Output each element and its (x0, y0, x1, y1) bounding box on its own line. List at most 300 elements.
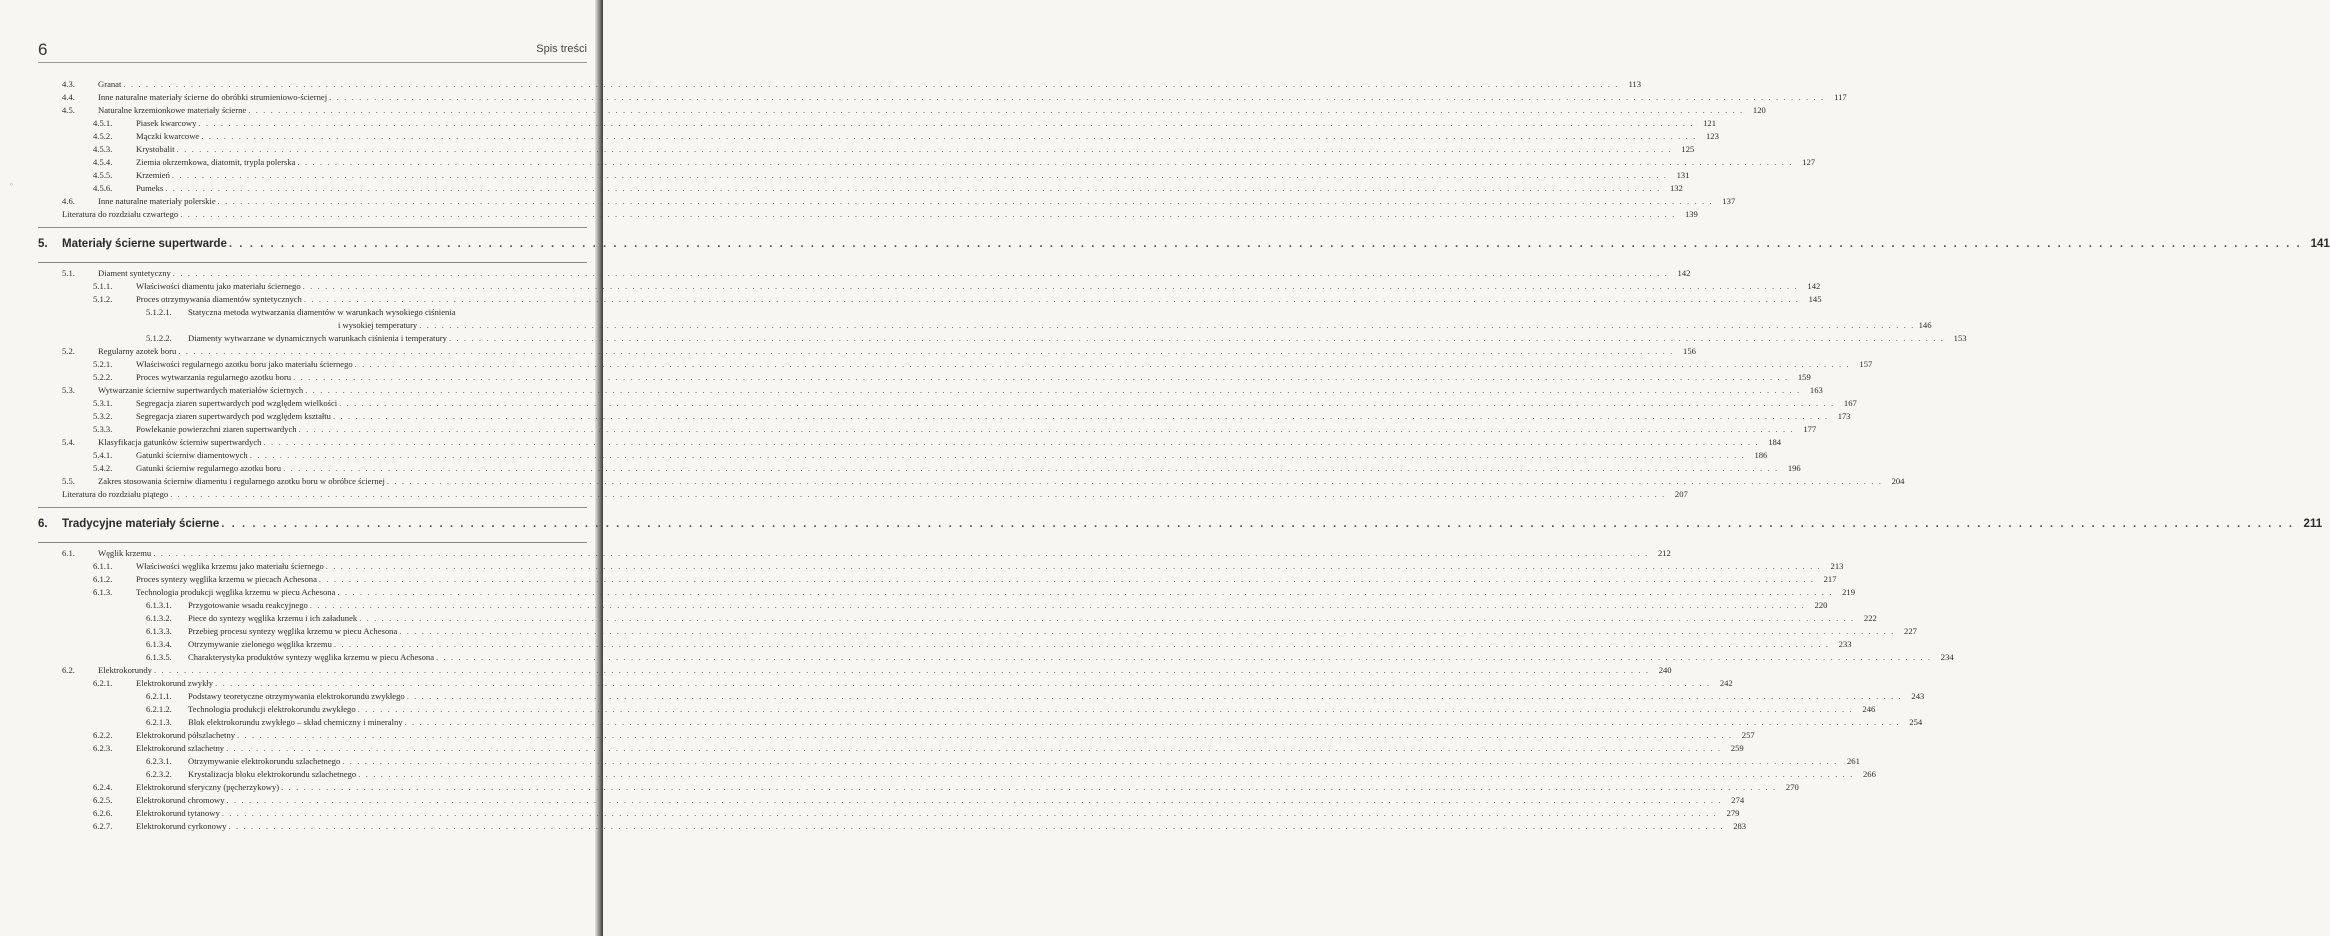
entry-leader (98, 547, 1671, 560)
entry-leader (98, 91, 1847, 104)
dot-leader: . . . . . . . . . . . . . . . . . . . . . . . . . . . . . . . . . . . . . . . . . . . . . . . . . . . . . . . . . . . . . . . . . . . . . . . . . . . . . . . . . . . . . . . . . . . . . . . . . . . . . . . . . . . . . . . . . . . . . . . . . . . . . . . . . . . . . . . . . . . . . . . . . . . . . . . . . . . . . . . . . . . . . . . . . . . . . . . . . . . . . . . . . . . . . . . . . . . . . . . . (170, 489, 1666, 499)
entry-title: Węglik krzemu (98, 548, 152, 558)
entry-leader (136, 156, 1816, 169)
entry-page-number: 153 (1953, 333, 1967, 343)
toc-entry (38, 169, 1690, 182)
entry-title: Elektrokorundy (98, 665, 152, 675)
dot-leader: . . . . . . . . . . . . . . . . . . . . . . . . . . . . . . . . . . . . . . . . . . . . . . . . . . . . . . . . . . . . . . . . . . . . . . . . . . . . . . . . . . . . . . . . . . . . . . . . . . . . . . . . . . . . . . . . . . . . . . . . . . . . . . . . . . . . . . . . . . . . . . . . . . . . . . . . . . . . . . . . . . . . . . . . . . . . . . . . . . . . . . . . . . . . . . . . . . . . . . . . (283, 463, 1779, 473)
toc-entry (38, 677, 1733, 690)
toc-entry (38, 293, 1822, 306)
entry-number: 5.2.1. (93, 359, 113, 369)
entry-number: 5.1.2. (93, 294, 113, 304)
entry-page-number: 233 (1838, 639, 1852, 649)
dot-leader: . . . . . . . . . . . . . . . . . . . . . . . . . . . . . . . . . . . . . . . . . . . . . . . . . . . . . . . . . . . . . . . . . . . . . . . . . . . . . . . . . . . . . . . . . . . . . . . . . . . . . . . . . . . . . . . . . . . . . . . . . . . . . . . . . . . . . . . . . . . . . . . . . . . . . . . . . . . . . . . . . . . . . . . . . . . . . . . . . . . . . . . . . . . . . . . . . . . . . . . . (358, 769, 1854, 779)
entry-leader (136, 781, 1799, 794)
toc-entry (38, 182, 1683, 195)
dot-leader: . . . . . . . . . . . . . . . . . . . . . . . . . . . . . . . . . . . . . . . . . . . . . . . . . . . . . . . . . . . . . . . . . . . . . . . . . . . . . . . . . . . . . . . . . . . . . . . . . . . . . . . . . . . . . . . . . . . . . . . . . . . . . . . . . . . . . . . . . . . . . . . . . . . . . . . . . . . . . . . . . . . . . . . . . . . . . . . . . . . . . . . . . . . . . . . . . . . . . . . . (337, 587, 1834, 597)
entry-page-number: 139 (1684, 209, 1698, 219)
entry-title: Podstawy teoretyczne otrzymywania elektrokorundu zwykłego (188, 691, 405, 701)
entry-number: 6.2.1.2. (146, 704, 172, 714)
toc-entry (38, 599, 1828, 612)
entry-title: Segregacja ziaren supertwardych pod względem wielkości (136, 398, 338, 408)
entry-title: Segregacja ziaren supertwardych pod względem kształtu (136, 411, 331, 421)
dot-leader: . . . . . . . . . . . . . . . . . . . . . . . . . . . . . . . . . . . . . . . . . . . . . . . . . . . . . . . . . . . . . . . . . . . . . . . . . . . . . . . . . . . . . . . . . . . . . . . . . . . . . . . . . . . . . . . . . . . . . . . . . . . . . . . . . . . . . . . . . . . . . . . . . . . . . . . . . . . . . . . . . . . . . . . . . . . . . . . . . . . . . . . . . . . . . . . . . . . . . . . . (263, 437, 1760, 447)
dot-leader: . . . . . . . . . . . . . . . . . . . . . . . . . . . . . . . . . . . . . . . . . . . . . . . . . . . . . . . . . . . . . . . . . . . . . . . . . . . . . . . . . . . . . . . . . . . . . . . . . . . . . . . . . . . . . . . . . . . . . . . . . . . . . . . . . . . . . . . . . . . . . . . . . . . . . . . . . . . . . . . . . . . . . . . . . . . . . . . . . . . . . . . . . . . . . . . . . . . . . . . . (332, 411, 1829, 421)
entry-title: Diament syntetyczny (98, 268, 171, 278)
entry-title: Inne naturalne materiały ścierne do obróbki strumieniowo-ściernej (98, 92, 328, 102)
entry-leader (136, 293, 1822, 306)
entry-page-number: 234 (1940, 652, 1954, 662)
toc-entry (38, 729, 1755, 742)
entry-leader (98, 267, 1691, 280)
entry-leader (188, 651, 1954, 664)
entry-page-number: 145 (1808, 294, 1822, 304)
entry-number: 4.5.6. (93, 183, 113, 193)
entry-title: Elektrokorund cyrkonowy (136, 821, 227, 831)
toc-entry (38, 820, 1747, 833)
entry-page-number: 243 (1911, 691, 1925, 701)
entry-number: 5.2.2. (93, 372, 113, 382)
dot-leader: . . . . . . . . . . . . . . . . . . . . . . . . . . . . . . . . . . . . . . . . . . . . . . . . . . . . . . . . . . . . . . . . . . . . . . . . . . . . . . . . . . . . . . . . . . . . . . . . . . . . . . . . . . . . . . . . . . . . . . . . . . . . . . . . . . . . . . . . . . . . . . . . . . . . . . . . . . . . . . . . . . . . . . . . . . . . . . . . . . . . . . . . . . . . . . . . . . . . . . . . (123, 79, 1620, 89)
entry-number: 4.5.3. (93, 144, 113, 154)
dot-leader: . . . . . . . . . . . . . . . . . . . . . . . . . . . . . . . . . . . . . . . . . . . . . . . . . . . . . . . . . . . . . . . . . . . . . . . . . . . . . . . . . . . . . . . . . . . . . . . . . . . . . . . . . . . . . . . . . . . . . . . . . . . . . . . . . . . . . . . . . . . . . . . . . . . . . . . . . . . . . . . . . . . . . . . . . . . . . . . . . . . . . . . . . . . . . . . . . . . . . . . . (359, 613, 1855, 623)
entry-number: 5.1.2.1. (146, 307, 172, 317)
entry-title-line2: i wysokiej temperatury (338, 320, 418, 330)
dot-leader: . . . . . . . . . . . . . . . . . . . . . . . . . . . . . . . . . . . . . . . . . . . . . . . . . . . . . . . . . . . . . . . . . . . . . . . . . . . . . . . . . . . . . . . . . . . . . . . . . . . . . . . . . . . . . . . . . . . . . . . . . . . . . . . . . . . . . . . . . . . . . . . . . . . . . . . . . . . . . . . . . . . . . . . . . . . . . . . . . . . . . . . . . . . . . . . . . . . . . . . . (226, 795, 1723, 805)
entry-page-number: 254 (1909, 717, 1923, 727)
entry-page-number: 142 (1807, 281, 1821, 291)
dot-leader: . . . . . . . . . . . . . . . . . . . . . . . . . . . . . . . . . . . . . . . . . . . . . . . . . . . . . . . . . . . . . . . . . . . . . . . . . . . . . . . . . . . . . . . . . . . . . . . . . . . . . . . . . . . . . . . . . . . . . . . . . . . . . . . . . . . . . . . . . . . . . . . . . . . . . . . . . . . . . . . . . . . . . . . . . . . . . . . . . . . . . . . . . . . . . . . . . . . . . . . . (176, 144, 1673, 154)
entry-number: 6.2. (62, 665, 75, 675)
toc-entry (38, 130, 1719, 143)
entry-page-number: 246 (1862, 704, 1876, 714)
toc-entry (38, 664, 1672, 677)
entry-title: Powlekanie powierzchni ziaren supertwardych (136, 424, 297, 434)
entry-title: Gatunki ścierniw regularnego azotku boru (136, 463, 282, 473)
entry-title: Elektrokorund zwykły (136, 678, 214, 688)
toc-entry (38, 195, 1736, 208)
entry-page-number: 242 (1719, 678, 1733, 688)
toc-entry (38, 143, 1695, 156)
entry-leader (136, 794, 1745, 807)
entry-leader (98, 104, 1766, 117)
dot-leader: . . . . . . . . . . . . . . . . . . . . . . . . . . . . . . . . . . . . . . . . . . . . . . . . . . . . . . . . . . . . . . . . . . . . . . . . . . . . . . . . . . . . . . . . . . . . . . . . . . . . . . . . . . . . . . . . . . . . . . . . . . . . . . . . . . . . . . . . . . . . . . . . . . . . . . . . . . . . . . . . . . . . . . . . . . . . . . . . . . . . . . . . . . . . . . . . . . . . . . . . (333, 639, 1830, 649)
entry-leader (136, 449, 1768, 462)
entry-leader (98, 664, 1672, 677)
dot-leader: . . . . . . . . . . . . . . . . . . . . . . . . . . . . . . . . . . . . . . . . . . . . . . . . . . . . . . . . . . . . . . . . . . . . . . . . . . . . . . . . . . . . . . . . . . . . . . . . . . . . . . . . . . . . . . . . . . . . . . . . . . . . . . . . . . . . . . . . . . . . . . . . . . . . . . . . . . . . . . . . . . . . . . . . . . . . . . . . . . . . . . . . . . . . . . . . . . . . . . . . (305, 385, 1801, 395)
toc-entry (38, 280, 1821, 293)
entry-title: Technologia produkcji węglika krzemu w piecu Achesona (136, 587, 336, 597)
dot-leader: . . . . . . . . . . . . . . . . . . . . . . . . . . . . . . . . . . . . . . . . . . . . . . . . . . . . . . . . . . . . . . . . . . . . . . . . . . . . . . . . . . . . . . . . . . . . . . . . . . . . . . . . . . . . . . . . . . . . . . . . . . . . . . . . . . . . . . . . . . . . . . . . . . . . . . . . . . . . . . . . . . . . . . . . . . . . . . . . . . . . . . . . . . . . . . . . . . . . . . . . (237, 730, 1733, 740)
dot-leader: . . . . . . . . . . . . . . . . . . . . . . . . . . . . . . . . . . . . . . . . . . . . . . . . . . . . . . . . . . . . . . . . . . . . . . . . . . . . . . . . . . . . . . . . . . . . . . . . . . . . . . . . . . . . . . . . . . . . . . . . . . . . . . . . . . . . . . . . . . . . . . . . . . . . . . . . . . . . . . . . . . . . . . . . . . . . . . . . . . . . . . . . . . . . . . . . . . . . . . . . (404, 717, 1901, 727)
dot-leader: . . . . . . . . . . . . . . . . . . . . . . . . . . . . . . . . . . . . . . . . . . . . . . . . . . . . . . . . . . . . . . . . . . . . . . . . . . . . . . . . . . . . . . . . . . . . . . . . . . . . . . . . . . . . . . . . . . . . . . . . . . . . . . . . . . . . . . . . . . . . . . . . . . . . . . . . . . . . . . . . . . . . . . . . . . . . . . . . . . . . . . . . . . . . . . . . . . . . . . . . (399, 626, 1895, 636)
toc-entry (38, 547, 1671, 560)
entry-title: Technologia produkcji elektrokorundu zwykłego (188, 704, 356, 714)
toc-entry (38, 78, 1642, 91)
toc-entry (38, 475, 1905, 488)
entry-leader (188, 599, 1828, 612)
entry-number: 4.5.5. (93, 170, 113, 180)
entry-title: Materiały ścierne supertwarde (62, 238, 227, 250)
entry-leader (136, 462, 1801, 475)
entry-number: 4.5. (62, 105, 75, 115)
entry-leader (98, 475, 1905, 488)
toc-entry (38, 117, 1717, 130)
entry-page-number: 204 (1891, 476, 1905, 486)
toc-entry (38, 742, 1744, 755)
entry-title: Pumeks (136, 183, 164, 193)
dot-leader: . . . . . . . . . . . . . . . . . . . . . . . . . . . . . . . . . . . . . . . . . . . . . . . . . . . . . . . . . . . . . . . . . . . . . . . . . . . . . . . . . . . . . . . . . . . . . . . . . . . . . . . . . . . . . . . . . . . . . . . . . . . . . . . . . . . . . . . . . . . . . . . . . . . . . . . . . . . . . . . . . . . . . . . . . . . . . . . . . . . . . . . . . . . . . . . . . . . . . . . . (171, 170, 1668, 180)
dot-leader: . . . . . . . . . . . . . . . . . . . . . . . . . . . . . . . . . . . . . . . . . . . . . . . . . . . . . . . . . . . . . . . . . . . . . . . . . . . . . . . . . . . . . . . . . . . . . . . . . . . . . . . . . . . . . . . . . . . . . . . . . . . . . . . . . . . . . . . . . . . . . . . . . . . . . . . . . . . . . . . . . . . . . . . . . . . . . . . . . . . . . . . . . . . . . . . . . . . . . . . . (406, 691, 1903, 701)
entry-number: 6.1.3.4. (146, 639, 172, 649)
running-title: Spis treści (536, 43, 587, 55)
entry-page-number: 217 (1823, 574, 1837, 584)
entry-leader (136, 820, 1747, 833)
dot-leader: . . . . . . . . . . . . . . . . . . . . . . . . . . . . . . . . . . . . . . . . . . . . . . . . . . . . . . . . . . . . . . . . . . . . . . . . . . . . . . . . . . . . . . . . . . . . . . . . . . . . . . . . . . . . . . . . . . . . . . . . . . . . . . . . . . . . . . . . . . . . . . . . . . . . . . . . . . . . . . . . . . . . . . . . . . . . . . . . . . . . . . . . . . . . . . . . . . . . . . . . (303, 294, 1800, 304)
entry-number: 6.1.1. (93, 561, 113, 571)
dot-leader: . . . . . . . . . . . . . . . . . . . . . . . . . . . . . . . . . . . . . . . . . . . . . . . . . . . . . . . . . . . . . . . . . . . . . . . . . . . . . . . . . . . . . . . . . . . . . . . . . . . . . . . . . . . . . . . . . . . . . . . . . . . . . . . . . . . . . . . . . . . . . . . . . . . . . . . . . . . . . . . . . . . . . . . . . . . . . . . . . . . . . . . . . . . . . . . . . . . . . . . . (357, 704, 1854, 714)
entry-number: 4.4. (62, 92, 75, 102)
entry-leader (188, 768, 1876, 781)
entry-page-number: 261 (1846, 756, 1860, 766)
entry-page-number: 184 (1768, 437, 1782, 447)
entry-page-number: 120 (1752, 105, 1766, 115)
entry-title: Elektrokorund szlachetny (136, 743, 225, 753)
entry-number: 6.2.1.3. (146, 717, 172, 727)
entry-leader (98, 436, 1782, 449)
toc-entry (38, 781, 1799, 794)
entry-title: Inne naturalne materiały polerskie (98, 196, 216, 206)
dot-leader: . . . . . . . . . . . . . . . . . . . . . . . . . . . . . . . . . . . . . . . . . . . . . . . . . . . . . . . . . . . . . . . . . . . . . . . . . . . . . . . . . . . . . . . . . . . . . . . . . . . . . . . . . . . . . . . . . . . . . . . . . . . . . . . . . . . . . . . . . . . . . . . . . . . . . . . . . . . . . . . . . . . . . . . . . . . . . . . . . . . . . . . . . . . . . . . . . . . . . . . . (302, 281, 1799, 291)
entry-title-line1: Statyczna metoda wytwarzania diamentów w warunkach wysokiego ciśnienia (188, 307, 456, 317)
entry-number: 4.5.2. (93, 131, 113, 141)
toc-entry (38, 267, 1691, 280)
entry-number: 6.2.3. (93, 743, 113, 753)
entry-page-number: 123 (1705, 131, 1719, 141)
dot-leader: . . . . . . . . . . . . . . . . . . . . . . . . . . . . . . . . . . . . . . . . . . . . . . . . . . . . . . . . . . . . . . . . . . . . . . . . . . . . . . . . . . . . . . . . . . . . . . . . . . . . . . . . . . . . . . . . . . . . . . . . . . . . . . . . . . . . . . . . . . . . . . . . . . . . . . . . . . . . . . . . . . . . . . . . . . . . . . . . . . . . . . . . . . . . . . . . . . . . . . . . (165, 183, 1661, 193)
entry-page-number: 274 (1731, 795, 1745, 805)
entry-leader (98, 384, 1823, 397)
dot-leader: . . . . . . . . . . . . . . . . . . . . . . . . . . . . . . . . . . . . . . . . . . . . . . . . . . . . . . . . . . . . . . . . . . . . . . . . . . . . . . . . . . . . . . . . . . . . . . . . . . . . . . . . . . . . . . . . . . . . . . . . . . . . . . . . . . . . . . . . . . . . . . . . . . . . . . . . . . . . . . . . . . . . . . . . . . . . . . . . . . . . . . . . . . . . . . . . . . . . . . . . (221, 518, 2295, 530)
paper-speck: ° (10, 182, 13, 190)
toc-entry (38, 332, 1967, 345)
dot-leader: . . . . . . . . . . . . . . . . . . . . . . . . . . . . . . . . . . . . . . . . . . . . . . . . . . . . . . . . . . . . . . . . . . . . . . . . . . . . . . . . . . . . . . . . . . . . . . . . . . . . . . . . . . . . . . . . . . . . . . . . . . . . . . . . . . . . . . . . . . . . . . . . . . . . . . . . . . . . . . . . . . . . . . . . . . . . . . . . . . . . . . . . . . . . . . . . . . . . . . . . (342, 756, 1838, 766)
dot-leader: . . . . . . . . . . . . . . . . . . . . . . . . . . . . . . . . . . . . . . . . . . . . . . . . . . . . . . . . . . . . . . . . . . . . . . . . . . . . . . . . . . . . . . . . . . . . . . . . . . . . . . . . . . . . . . . . . . . . . . . . . . . . . . . . . . . . . . . . . . . . . . . . . . . . . . . . . . . . . . . . . . . . . . . . . . . . . . . . . . . . . . . . . . . . . . . . . . . . . . . . (281, 782, 1777, 792)
entry-leader (188, 332, 1967, 345)
dot-leader: . . . . . . . . . . . . . . . . . . . . . . . . . . . . . . . . . . . . . . . . . . . . . . . . . . . . . . . . . . . . . . . . . . . . . . . . . . . . . . . . . . . . . . . . . . . . . . . . . . . . . . . . . . . . . . . . . . . . . . . . . . . . . . . . . . . . . . . . . . . . . . . . . . . . . . . . . . . . . . . . . . . . . . . . . . . . . . . . . . . . . . . . . . . . . . . . . . . . . . . . (448, 333, 1945, 343)
entry-page-number: 240 (1658, 665, 1672, 675)
entry-page-number: 131 (1676, 170, 1690, 180)
header-rule (38, 62, 587, 63)
dot-leader: . . . . . . . . . . . . . . . . . . . . . . . . . . . . . . . . . . . . . . . . . . . . . . . . . . . . . . . . . . . . . . . . . . . . . . . . . . . . . . . . . . . . . . . . . . . . . . . . . . . . . . . . . . . . . . . . . . . . . . . . . . . . . . . . . . . . . . . . . . . . . . . . . . . . . . . . . . . . . . . . . . . . . . . . . . . . . . . . . . . . . . . . . . . . . . . . . . . . . . . . (249, 450, 1746, 460)
entry-leader (62, 208, 1698, 221)
toc-entry (38, 345, 1696, 358)
toc-chapter (38, 512, 2323, 536)
toc-entry (38, 436, 1782, 449)
entry-leader (188, 625, 1917, 638)
dot-leader: . . . . . . . . . . . . . . . . . . . . . . . . . . . . . . . . . . . . . . . . . . . . . . . . . . . . . . . . . . . . . . . . . . . . . . . . . . . . . . . . . . . . . . . . . . . . . . . . . . . . . . . . . . . . . . . . . . . . . . . . . . . . . . . . . . . . . . . . . . . . . . . . . . . . . . . . . . . . . . . . . . . . . . . . . . . . . . . . . . . . . . . . . . . . . . . . . . . . . . . . (221, 808, 1718, 818)
entry-number: 6.1.3. (93, 587, 113, 597)
entry-page-number: 212 (1657, 548, 1671, 558)
entry-page-number: 186 (1754, 450, 1768, 460)
entry-leader (136, 807, 1740, 820)
page-header (38, 40, 587, 62)
entry-page-number: 125 (1681, 144, 1695, 154)
dot-leader: . . . . . . . . . . . . . . . . . . . . . . . . . . . . . . . . . . . . . . . . . . . . . . . . . . . . . . . . . . . . . . . . . . . . . . . . . . . . . . . . . . . . . . . . . . . . . . . . . . . . . . . . . . . . . . . . . . . . . . . . . . . . . . . . . . . . . . . . . . . . . . . . . . . . . . . . . . . . . . . . . . . . . . . . . . . . . . . . . . . . . . . . . . . . . . . . . . . . . . . . (201, 131, 1697, 141)
toc-entry (38, 358, 1873, 371)
entry-leader (136, 143, 1695, 156)
entry-number: 6. (38, 518, 48, 530)
toc-entry (38, 638, 1852, 651)
entry-title: Regularny azotek boru (98, 346, 177, 356)
entry-leader (62, 488, 1688, 501)
entry-title: Elektrokorund tytanowy (136, 808, 220, 818)
entry-number: 4.5.4. (93, 157, 113, 167)
entry-page-number: 157 (1859, 359, 1873, 369)
entry-page-number: 222 (1863, 613, 1877, 623)
entry-number: 6.1.3.2. (146, 613, 172, 623)
entry-title: Zakres stosowania ścierniw diamentu i regularnego azotku boru w obróbce ściernej (98, 476, 385, 486)
entry-title: Elektrokorund sferyczny (pęcherzykowy) (136, 782, 280, 792)
entry-title: Klasyfikacja gatunków ścierniw supertwardych (98, 437, 262, 447)
entry-page-number: 137 (1722, 196, 1736, 206)
dot-leader: . . . . . . . . . . . . . . . . . . . . . . . . . . . . . . . . . . . . . . . . . . . . . . . . . . . . . . . . . . . . . . . . . . . . . . . . . . . . . . . . . . . . . . . . . . . . . . . . . . . . . . . . . . . . . . . . . . . . . . . . . . . . . . . . . . . . . . . . . . . . . . . . . . . . . . . . . . . . . . . . . . . . . . . . . . . . . . . . . . . . . . . . . . . . . . . . . . . . . . . . (248, 105, 1744, 115)
entry-leader (188, 716, 1923, 729)
dot-leader: . . . . . . . . . . . . . . . . . . . . . . . . . . . . . . . . . . . . . . . . . . . . . . . . . . . . . . . . . . . . . . . . . . . . . . . . . . . . . . . . . . . . . . . . . . . . . . . . . . . . . . . . . . . . . . . . . . . . . . . . . . . . . . . . . . . . . . . . . . . . . . . . . . . . . . . . . . . . . . . . . . . . . . . . . . . . . . . . . . . . . . . . . . . . . . . . . . . . . . . . (293, 372, 1789, 382)
entry-number: 5.5. (62, 476, 75, 486)
entry-number: 4.3. (62, 79, 75, 89)
entry-title: Wytwarzanie ścierniw supertwardych materiałów ściernych (98, 385, 304, 395)
dot-leader: . . . . . . . . . . . . . . . . . . . . . . . . . . . . . . . . . . . . . . . . . . . . . . . . . . . . . . . . . . . . . . . . . . . . . . . . . . . . . . . . . . . . . . . . . . . . . . . . . . . . . . . . . . . . . . . . . . . . . . . . . . . . . . . . . . . . . . . . . . . . . . . . . . . . . . . . . . . . . . . . . . . . . . . . . . . . . . . . . . . . . . . . . . . . . . . . . . . . . . . . (309, 600, 1806, 610)
entry-leader (98, 345, 1696, 358)
entry-leader (136, 169, 1690, 182)
entry-leader (136, 182, 1683, 195)
entry-page-number: 113 (1628, 79, 1642, 89)
entry-leader (98, 78, 1642, 91)
entry-leader (188, 703, 1876, 716)
entry-page-number: 163 (1809, 385, 1823, 395)
entry-page-number: 213 (1830, 561, 1844, 571)
entry-number: 6.2.7. (93, 821, 113, 831)
entry-leader (136, 397, 1857, 410)
chapter-rule-bottom (38, 262, 587, 263)
toc-entry (38, 651, 1954, 664)
toc-entry (38, 690, 1925, 703)
entry-page-number: 173 (1837, 411, 1851, 421)
entry-leader (188, 755, 1860, 768)
toc-entry (38, 462, 1801, 475)
entry-page-number: 117 (1834, 92, 1847, 102)
dot-leader: . . . . . . . . . . . . . . . . . . . . . . . . . . . . . . . . . . . . . . . . . . . . . . . . . . . . . . . . . . . . . . . . . . . . . . . . . . . . . . . . . . . . . . . . . . . . . . . . . . . . . . . . . . . . . . . . . . . . . . . . . . . . . . . . . . . . . . . . . . . . . . . . . . . . . . . . . . . . . . . . . . . . . . . . . . . . . . . . . . . . . . . . . . . . . . . . . . . . . . . . (228, 821, 1725, 831)
dot-leader: . . . . . . . . . . . . . . . . . . . . . . . . . . . . . . . . . . . . . . . . . . . . . . . . . . . . . . . . . . . . . . . . . . . . . . . . . . . . . . . . . . . . . . . . . . . . . . . . . . . . . . . . . . . . . . . . . . . . . . . . . . . . . . . . . . . . . . . . . . . . . . . . . . . . . . . . . . . . . . . . . . . . . . . . . . . . . . . . . . . . . . . . . . . . . . . . . . . . . . . . (217, 196, 1714, 206)
entry-number: 6.1.3.1. (146, 600, 172, 610)
entry-leader (136, 410, 1851, 423)
chapter-rule-bottom (38, 542, 587, 543)
entry-title: Ziemia okrzemkowa, diatomit, trypla polerska (136, 157, 296, 167)
entry-number: 5.1. (62, 268, 75, 278)
table-of-contents (38, 78, 2330, 833)
entry-leader (188, 612, 1877, 625)
entry-page-number: 283 (1733, 821, 1747, 831)
dot-leader: . . . . . . . . . . . . . . . . . . . . . . . . . . . . . . . . . . . . . . . . . . . . . . . . . . . . . . . . . . . . . . . . . . . . . . . . . . . . . . . . . . . . . . . . . . . . . . . . . . . . . . . . . . . . . . . . . . . . . . . . . . . . . . . . . . . . . . . . . . . . . . . . . . . . . . . . . . . . . . . . . . . . . . . . . . . . . . . . . . . . . . . . . . . . . . . . . . . . . . . . (178, 346, 1674, 356)
dot-leader: . . . . . . . . . . . . . . . . . . . . . . . . . . . . . . . . . . . . . . . . . . . . . . . . . . . . . . . . . . . . . . . . . . . . . . . . . . . . . . . . . . . . . . . . . . . . . . . . . . . . . . . . . . . . . . . . . . . . . . . . . . . . . . . . . . . . . . . . . . . . . . . . . . . . . . . . . . . . . . . . . . . . . . . . . . . . . . . . . . . . . . . . . . . . . . . . . . . . . . . . (354, 359, 1851, 369)
entry-leader (98, 195, 1736, 208)
entry-title: Otrzymywanie zielonego węglika krzemu (188, 639, 332, 649)
toc-entry (38, 410, 1851, 423)
dot-leader: . . . . . . . . . . . . . . . . . . . . . . . . . . . . . . . . . . . . . . . . . . . . . . . . . . . . . . . . . . . . . . . . . . . . . . . . . . . . . . . . . . . . . . . . . . . . . . . . . . . . . . . . . . . . . . . . . . . . . . . . . . . . . . . . . . . . . . . . . . . . . . . . . . . . . . . . . . . . . . . . . . . . . . . . . . . . . . . . . . . . . . . . . . . . . . . . . . . . . . . . (228, 238, 2302, 250)
entry-leader (136, 423, 1817, 436)
entry-title: Otrzymywanie elektrokorundu szlachetnego (188, 756, 341, 766)
toc-entry (38, 397, 1857, 410)
entry-page-number: 259 (1730, 743, 1744, 753)
entry-leader (188, 690, 1925, 703)
entry-leader (136, 560, 1844, 573)
chapter-rule-top (38, 507, 587, 508)
toc-entry (38, 371, 1811, 384)
entry-title: Elektrokorund chromowy (136, 795, 225, 805)
entry-title: Naturalne krzemionkowe materiały ścierne (98, 105, 247, 115)
entry-page-number: 227 (1904, 626, 1917, 636)
dot-leader: . . . . . . . . . . . . . . . . . . . . . . . . . . . . . . . . . . . . . . . . . . . . . . . . . . . . . . . . . . . . . . . . . . . . . . . . . . . . . . . . . . . . . . . . . . . . . . . . . . . . . . . . . . . . . . . . . . . . . . . . . . . . . . . . . . . . . . . . . . . . . . . . . . . . . . . . . . . . . . . . . . . . . . . . . . . . . . . . . . . . . . . . . . . . . . . . . . . . . . . . (339, 398, 1835, 408)
toc-entry (38, 423, 1817, 436)
entry-title: Proces otrzymywania diamentów syntetycznych (136, 294, 302, 304)
entry-title: Krystalizacja bloku elektrokorundu szlachetnego (188, 769, 357, 779)
toc-entry (38, 156, 1816, 169)
entry-page-number: 121 (1703, 118, 1717, 128)
toc-entry (38, 449, 1768, 462)
entry-title: Elektrokorund półszlachetny (136, 730, 236, 740)
entry-leader (338, 319, 1932, 332)
entry-number: 6.2.6. (93, 808, 113, 818)
entry-number: 6.2.2. (93, 730, 113, 740)
toc-entry (38, 755, 1860, 768)
entry-page-number: 141 (2310, 238, 2330, 250)
entry-number: 6.1.3.5. (146, 652, 172, 662)
entry-title: Przebieg procesu syntezy węglika krzemu w piecu Achesona (188, 626, 398, 636)
entry-title: Blok elektrokorundu zwykłego – skład chemiczny i mineralny (188, 717, 403, 727)
entry-number: 6.1.3.3. (146, 626, 172, 636)
entry-page-number: 270 (1785, 782, 1799, 792)
entry-number: 6.2.4. (93, 782, 113, 792)
entry-page-number: 207 (1674, 489, 1688, 499)
entry-title: Mączki kwarcowe (136, 131, 200, 141)
entry-title: Tradycyjne materiały ścierne (62, 518, 220, 530)
entry-leader (136, 358, 1873, 371)
entry-number: 5.3. (62, 385, 75, 395)
entry-title: Właściwości regularnego azotku boru jako materiału ściernego (136, 359, 353, 369)
entry-page-number: 177 (1803, 424, 1817, 434)
entry-page-number: 257 (1741, 730, 1755, 740)
entry-title: Krzemień (136, 170, 170, 180)
toc-entry (38, 573, 1837, 586)
dot-leader: . . . . . . . . . . . . . . . . . . . . . . . . . . . . . . . . . . . . . . . . . . . . . . . . . . . . . . . . . . . . . . . . . . . . . . . . . . . . . . . . . . . . . . . . . . . . . . . . . . . . . . . . . . . . . . . . . . . . . . . . . . . . . . . . . . . . . . . . . . . . . . . . . . . . . . . . . . . . . . . . . . . . . . . . . . . . . . . . . . . . . . . . . . . . . . . . . . . . . . . . (329, 92, 1825, 102)
entry-title: Właściwości węglika krzemu jako materiału ściernego (136, 561, 324, 571)
entry-number: 5.3.2. (93, 411, 113, 421)
entry-number: 4.5.1. (93, 118, 113, 128)
dot-leader: . . . . . . . . . . . . . . . . . . . . . . . . . . . . . . . . . . . . . . . . . . . . . . . . . . . . . . . . . . . . . . . . . . . . . . . . . . . . . . . . . . . . . . . . . . . . . . . . . . . . . . . . . . . . . . . . . . . . . . . . . . . . . . . . . . . . . . . . . . . . . . . . . . . . . . . . . . . . . . . . . . . . . . . . . . . . . . . . . . . . . . . . . . . . . . . . . . . . . . . . (325, 561, 1822, 571)
page-number: 6 (38, 40, 48, 59)
toc-entry (38, 104, 1766, 117)
dot-leader: . . . . . . . . . . . . . . . . . . . . . . . . . . . . . . . . . . . . . . . . . . . . . . . . . . . . . . . . . . . . . . . . . . . . . . . . . . . . . . . . . . . . . . . . . . . . . . . . . . . . . . . . . . . . . . . . . . . . . . . . . . . . . . . . . . . . . . . . . . . . . . . . . . . . . . . . . . . . . . . . . . . . . . . . . . . . . . . . . . . . . . . . . . . . . . . . . . . . . . . . (419, 320, 1919, 330)
toc-entry (38, 612, 1877, 625)
toc-entry (38, 768, 1876, 781)
entry-number: 4.6. (62, 196, 75, 206)
entry-title: Gatunki ścierniw diamentowych (136, 450, 248, 460)
entry-number: 5. (38, 238, 48, 250)
entry-page-number: 219 (1842, 587, 1856, 597)
entry-page-number: 127 (1802, 157, 1816, 167)
entry-leader (136, 130, 1719, 143)
toc-entry (38, 807, 1740, 820)
entry-page-number: 220 (1814, 600, 1828, 610)
entry-page-number: 146 (1918, 320, 1932, 330)
dot-leader: . . . . . . . . . . . . . . . . . . . . . . . . . . . . . . . . . . . . . . . . . . . . . . . . . . . . . . . . . . . . . . . . . . . . . . . . . . . . . . . . . . . . . . . . . . . . . . . . . . . . . . . . . . . . . . . . . . . . . . . . . . . . . . . . . . . . . . . . . . . . . . . . . . . . . . . . . . . . . . . . . . . . . . . . . . . . . . . . . . . . . . . . . . . . . . . . . . . . . . . . (153, 548, 1649, 558)
entry-number: 5.3.3. (93, 424, 113, 434)
entry-number: 6.2.1.1. (146, 691, 172, 701)
entry-title: Charakterystyka produktów syntezy węglika krzemu w piecu Achesona (188, 652, 435, 662)
entry-number: 6.2.3.2. (146, 769, 172, 779)
toc-chapter (38, 232, 2330, 256)
entry-title: Piece do syntezy węglika krzemu i ich załadunek (188, 613, 358, 623)
entry-title: Granat (98, 79, 122, 89)
entry-page-number: 211 (2303, 518, 2323, 530)
entry-number: 6.1. (62, 548, 75, 558)
entry-title: Przygotowanie wsadu reakcyjnego (188, 600, 308, 610)
dot-leader: . . . . . . . . . . . . . . . . . . . . . . . . . . . . . . . . . . . . . . . . . . . . . . . . . . . . . . . . . . . . . . . . . . . . . . . . . . . . . . . . . . . . . . . . . . . . . . . . . . . . . . . . . . . . . . . . . . . . . . . . . . . . . . . . . . . . . . . . . . . . . . . . . . . . . . . . . . . . . . . . . . . . . . . . . . . . . . . . . . . . . . . . . . . . . . . . . . . . . . . . (180, 209, 1676, 219)
toc-entry (38, 703, 1876, 716)
entry-leader (136, 742, 1744, 755)
toc-entry (38, 716, 1923, 729)
entry-page-number: 132 (1669, 183, 1683, 193)
entry-title: Literatura do rozdziału piątego (62, 489, 169, 499)
entry-number: 5.2. (62, 346, 75, 356)
toc-entry (38, 625, 1917, 638)
dot-leader: . . . . . . . . . . . . . . . . . . . . . . . . . . . . . . . . . . . . . . . . . . . . . . . . . . . . . . . . . . . . . . . . . . . . . . . . . . . . . . . . . . . . . . . . . . . . . . . . . . . . . . . . . . . . . . . . . . . . . . . . . . . . . . . . . . . . . . . . . . . . . . . . . . . . . . . . . . . . . . . . . . . . . . . . . . . . . . . . . . . . . . . . . . . . . . . . . . . . . . . . (318, 574, 1815, 584)
entry-leader (136, 586, 1856, 599)
entry-number: 5.1.1. (93, 281, 113, 291)
chapter-rule-top (38, 227, 587, 228)
toc-entry (38, 586, 1856, 599)
entry-leader (136, 117, 1717, 130)
dot-leader: . . . . . . . . . . . . . . . . . . . . . . . . . . . . . . . . . . . . . . . . . . . . . . . . . . . . . . . . . . . . . . . . . . . . . . . . . . . . . . . . . . . . . . . . . . . . . . . . . . . . . . . . . . . . . . . . . . . . . . . . . . . . . . . . . . . . . . . . . . . . . . . . . . . . . . . . . . . . . . . . . . . . . . . . . . . . . . . . . . . . . . . . . . . . . . . . . . . . . . . . (226, 743, 1722, 753)
dot-leader: . . . . . . . . . . . . . . . . . . . . . . . . . . . . . . . . . . . . . . . . . . . . . . . . . . . . . . . . . . . . . . . . . . . . . . . . . . . . . . . . . . . . . . . . . . . . . . . . . . . . . . . . . . . . . . . . . . . . . . . . . . . . . . . . . . . . . . . . . . . . . . . . . . . . . . . . . . . . . . . . . . . . . . . . . . . . . . . . . . . . . . . . . . . . . . . . . . . . . . . . (298, 424, 1795, 434)
entry-number: 5.4.1. (93, 450, 113, 460)
toc-entry (38, 794, 1745, 807)
entry-page-number: 266 (1862, 769, 1876, 779)
dot-leader: . . . . . . . . . . . . . . . . . . . . . . . . . . . . . . . . . . . . . . . . . . . . . . . . . . . . . . . . . . . . . . . . . . . . . . . . . . . . . . . . . . . . . . . . . . . . . . . . . . . . . . . . . . . . . . . . . . . . . . . . . . . . . . . . . . . . . . . . . . . . . . . . . . . . . . . . . . . . . . . . . . . . . . . . . . . . . . . . . . . . . . . . . . . . . . . . . . . . . . . . (153, 665, 1650, 675)
entry-leader (62, 512, 2323, 536)
entry-page-number: 279 (1726, 808, 1740, 818)
entry-title: Diamenty wytwarzane w dynamicznych warunkach ciśnienia i temperatury (188, 333, 447, 343)
entry-number: 6.1.2. (93, 574, 113, 584)
entry-number: 6.2.1. (93, 678, 113, 688)
entry-title: Literatura do rozdziału czwartego (62, 209, 179, 219)
entry-title: Proces syntezy węglika krzemu w piecach Achesona (136, 574, 317, 584)
entry-page-number: 167 (1843, 398, 1857, 408)
entry-number: 5.3.1. (93, 398, 113, 408)
entry-leader (136, 729, 1755, 742)
entry-leader (188, 638, 1852, 651)
dot-leader: . . . . . . . . . . . . . . . . . . . . . . . . . . . . . . . . . . . . . . . . . . . . . . . . . . . . . . . . . . . . . . . . . . . . . . . . . . . . . . . . . . . . . . . . . . . . . . . . . . . . . . . . . . . . . . . . . . . . . . . . . . . . . . . . . . . . . . . . . . . . . . . . . . . . . . . . . . . . . . . . . . . . . . . . . . . . . . . . . . . . . . . . . . . . . . . . . . . . . . . . (386, 476, 1883, 486)
entry-title: Proces wytwarzania regularnego azotku boru (136, 372, 292, 382)
entry-leader (136, 371, 1811, 384)
entry-title: Właściwości diamentu jako materiału ściernego (136, 281, 301, 291)
entry-page-number: 142 (1677, 268, 1691, 278)
toc-entry (38, 306, 1932, 332)
entry-page-number: 159 (1797, 372, 1811, 382)
entry-number: 5.4. (62, 437, 75, 447)
entry-leader (62, 232, 2330, 256)
